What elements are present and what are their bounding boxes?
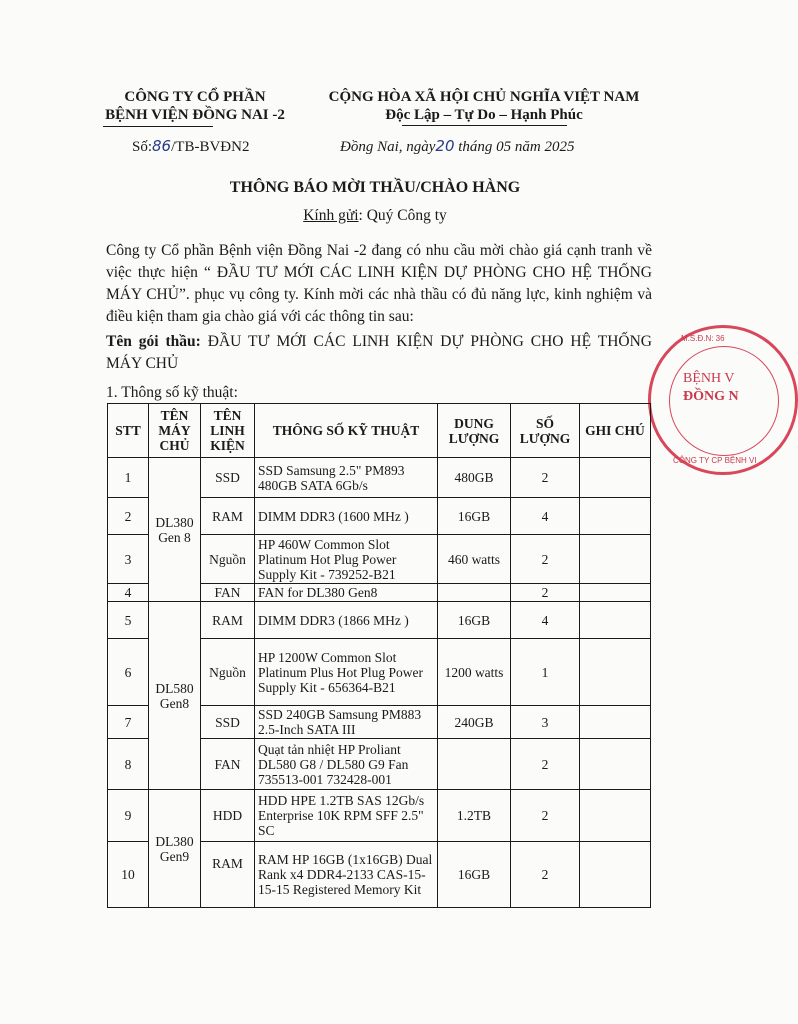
- doc-number-handwritten: 86: [152, 137, 172, 155]
- cell-note: [580, 739, 651, 790]
- cell-quantity: 3: [511, 706, 580, 739]
- cell-stt: 10: [108, 842, 149, 908]
- cell-capacity: 240GB: [438, 706, 511, 739]
- cell-quantity: 2: [511, 739, 580, 790]
- seal-bottom-text: CÔNG TY CP BỆNH VI: [673, 456, 757, 465]
- cell-note: [580, 584, 651, 602]
- package-text: ĐẦU TƯ MỚI CÁC LINH KIỆN DỰ PHÒNG CHO HỆ THỐNG MÁY CHỦ: [106, 333, 652, 372]
- cell-stt: 5: [108, 602, 149, 639]
- table-row: [108, 790, 651, 842]
- cell-server-group: DL580 Gen8: [149, 602, 201, 790]
- cell-capacity: 1.2TB: [438, 790, 511, 842]
- cell-capacity: 16GB: [438, 842, 511, 908]
- cell-component: FAN: [201, 739, 255, 790]
- salutation-text: : Quý Công ty: [358, 207, 447, 224]
- cell-component: Nguồn: [201, 535, 255, 584]
- cell-component: Nguồn: [201, 639, 255, 706]
- section-technical-specs: 1. Thông số kỹ thuật:: [106, 384, 238, 401]
- header-quantity: SỐ LƯỢNG: [511, 404, 580, 458]
- seal-top-text: M.S.Đ.N: 36: [681, 334, 725, 343]
- cell-spec: HDD HPE 1.2TB SAS 12Gb/s Enterprise 10K RPM SFF 2.5" SC: [255, 790, 438, 842]
- cell-note: [580, 706, 651, 739]
- cell-stt: 1: [108, 458, 149, 498]
- cell-capacity: 480GB: [438, 458, 511, 498]
- doc-number-suffix: /TB-BVĐN2: [171, 139, 250, 155]
- salutation-label: Kính gửi: [303, 207, 359, 224]
- seal-line2: ĐỒNG N: [683, 389, 739, 404]
- header-server: TÊN MÁY CHỦ: [149, 404, 201, 458]
- document-title: THÔNG BÁO MỜI THẦU/CHÀO HÀNG: [229, 179, 521, 196]
- doc-number-prefix: Số:: [132, 139, 153, 155]
- cell-note: [580, 458, 651, 498]
- cell-note: [580, 498, 651, 535]
- date-prefix: Đồng Nai, ngày: [340, 139, 436, 155]
- header-spec: THÔNG SỐ KỸ THUẬT: [255, 404, 438, 458]
- cell-component: FAN: [201, 584, 255, 602]
- cell-capacity: 16GB: [438, 498, 511, 535]
- header-stt: STT: [108, 404, 149, 458]
- national-motto: Độc Lập – Tự Do – Hạnh Phúc: [385, 107, 583, 123]
- cell-spec: SSD Samsung 2.5" PM893 480GB SATA 6Gb/s: [255, 458, 438, 498]
- cell-component: RAM: [201, 842, 255, 908]
- cell-stt: 3: [108, 535, 149, 584]
- cell-component: SSD: [201, 458, 255, 498]
- table-row: [108, 602, 651, 639]
- cell-spec: FAN for DL380 Gen8: [255, 584, 438, 602]
- cell-note: [580, 842, 651, 908]
- cell-component: RAM: [201, 498, 255, 535]
- cell-stt: 6: [108, 639, 149, 706]
- company-name-line1: CÔNG TY CỔ PHẦN: [124, 89, 266, 105]
- cell-component: RAM: [201, 602, 255, 639]
- cell-spec: HP 1200W Common Slot Platinum Plus Hot Plug Power Supply Kit - 656364-B21: [255, 639, 438, 706]
- cell-quantity: 2: [511, 584, 580, 602]
- cell-server-group: DL380 Gen9: [149, 790, 201, 908]
- header-component: TÊN LINH KIỆN: [201, 404, 255, 458]
- cell-note: [580, 602, 651, 639]
- cell-note: [580, 639, 651, 706]
- cell-quantity: 2: [511, 790, 580, 842]
- document-date: [340, 137, 575, 156]
- cell-spec: SSD 240GB Samsung PM883 2.5-Inch SATA III: [255, 706, 438, 739]
- package-label: Tên gói thầu:: [106, 333, 201, 350]
- intro-paragraph: Công ty Cổ phần Bệnh viện Đồng Nai -2 đang có nhu cầu mời chào giá cạnh tranh về việc thực hiện “ ĐẦU TƯ MỚI CÁC LINH KIỆN DỰ PHÒNG CHO HỆ THỐNG MÁY CHỦ”. phục vụ công ty. Kính mời các nhà thầu có đủ năng lực, kinh nghiệm và điều kiện tham gia chào giá với các thông tin sau:: [106, 242, 652, 325]
- seal-center-text: [683, 370, 739, 406]
- cell-quantity: 2: [511, 842, 580, 908]
- cell-spec: Quạt tản nhiệt HP Proliant DL580 G8 / DL580 G9 Fan 735513-001 732428-001: [255, 739, 438, 790]
- cell-quantity: 4: [511, 602, 580, 639]
- cell-capacity: 16GB: [438, 602, 511, 639]
- company-underline: [103, 126, 213, 127]
- header-note: GHI CHÚ: [580, 404, 651, 458]
- spec-table: [107, 403, 651, 908]
- table-header-row: [108, 404, 651, 458]
- date-suffix: tháng 05 năm 2025: [454, 139, 575, 155]
- national-title: CỘNG HÒA XÃ HỘI CHỦ NGHĨA VIỆT NAM: [328, 89, 640, 105]
- cell-spec: DIMM DDR3 (1866 MHz ): [255, 602, 438, 639]
- cell-capacity: [438, 584, 511, 602]
- cell-quantity: 2: [511, 535, 580, 584]
- header-capacity: DUNG LƯỢNG: [438, 404, 511, 458]
- cell-quantity: 4: [511, 498, 580, 535]
- cell-component: HDD: [201, 790, 255, 842]
- salutation: [100, 207, 650, 225]
- cell-capacity: 460 watts: [438, 535, 511, 584]
- document-number: [132, 137, 249, 156]
- cell-note: [580, 535, 651, 584]
- package-name: [106, 331, 652, 375]
- date-day-handwritten: 20: [435, 137, 455, 155]
- cell-spec: DIMM DDR3 (1600 MHz ): [255, 498, 438, 535]
- cell-spec: RAM HP 16GB (1x16GB) Dual Rank x4 DDR4-2133 CAS-15-15-15 Registered Memory Kit: [255, 842, 438, 908]
- company-name-line2: BỆNH VIỆN ĐỒNG NAI -2: [105, 107, 285, 123]
- cell-capacity: 1200 watts: [438, 639, 511, 706]
- cell-capacity: [438, 739, 511, 790]
- cell-quantity: 1: [511, 639, 580, 706]
- cell-stt: 2: [108, 498, 149, 535]
- cell-stt: 8: [108, 739, 149, 790]
- cell-spec: HP 460W Common Slot Platinum Hot Plug Power Supply Kit - 739252-B21: [255, 535, 438, 584]
- company-seal: [648, 325, 798, 475]
- cell-quantity: 2: [511, 458, 580, 498]
- motto-underline: [402, 125, 567, 126]
- cell-server-group: DL380 Gen 8: [149, 458, 201, 602]
- cell-stt: 9: [108, 790, 149, 842]
- cell-stt: 4: [108, 584, 149, 602]
- cell-note: [580, 790, 651, 842]
- cell-component: SSD: [201, 706, 255, 739]
- seal-line1: BỆNH V: [683, 371, 735, 386]
- table-row: [108, 458, 651, 498]
- cell-stt: 7: [108, 706, 149, 739]
